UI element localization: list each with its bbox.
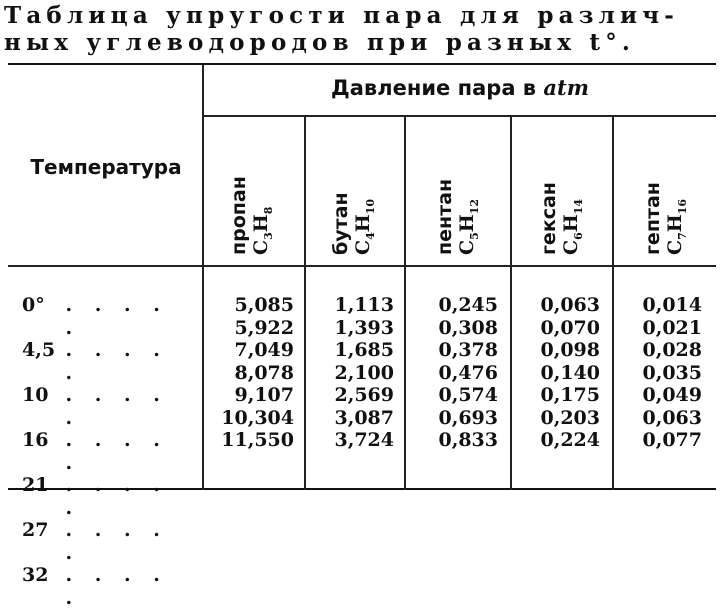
table-cell: 0,063 xyxy=(540,294,600,316)
table-cell: 11,550 xyxy=(221,429,294,451)
table-cell: 0,693 xyxy=(438,406,498,429)
pentane-values xyxy=(406,294,498,452)
column-name: пентан xyxy=(434,178,456,255)
table-cell: 1,685 xyxy=(334,339,394,361)
divider-group-header xyxy=(204,115,716,117)
table-cell: 0,175 xyxy=(540,384,600,406)
table-cell: 7,049 xyxy=(234,339,294,361)
table-cell: 0,378 xyxy=(438,339,498,361)
column-header-heptane xyxy=(642,182,694,255)
divider-header-body xyxy=(8,265,716,267)
table-cell: 1,393 xyxy=(334,316,394,339)
temperature-value: 0° xyxy=(22,294,45,316)
column-header-propane xyxy=(228,176,280,255)
temperature-value: 21 xyxy=(22,474,49,496)
temperature-value: 4,5 xyxy=(22,339,56,361)
table-cell: 0,014 xyxy=(642,294,702,316)
hexane-values xyxy=(512,294,600,452)
table-row xyxy=(22,339,190,384)
table-cell: 0,140 xyxy=(540,361,600,384)
table-cell: 0,574 xyxy=(438,384,498,406)
column-name: гексан xyxy=(538,182,560,255)
table-cell: 9,107 xyxy=(234,384,294,406)
column-name: гептан xyxy=(642,182,664,255)
leader-dots: . . . . . xyxy=(65,564,168,609)
title-line-2: ных углеводородов при разных t°. xyxy=(4,29,636,56)
leader-dots: . . . . . xyxy=(65,429,168,474)
column-name: пропан xyxy=(228,176,250,255)
leader-dots: . . . . . xyxy=(65,384,168,429)
table-cell: 0,035 xyxy=(642,361,702,384)
leader-dots: . . . . . xyxy=(65,294,168,339)
group-header-pressure xyxy=(204,75,716,100)
table-cell: 3,724 xyxy=(334,429,394,451)
pressure-table xyxy=(8,63,716,609)
table-row xyxy=(22,474,190,519)
temperature-header: Температура xyxy=(30,155,182,179)
heptane-values xyxy=(614,294,702,452)
table-row xyxy=(22,294,190,339)
column-formula: $C_5H_{12}$ xyxy=(456,198,481,255)
table-cell: 0,028 xyxy=(642,339,702,361)
table-row xyxy=(22,429,190,474)
butane-values xyxy=(306,294,394,452)
group-header-unit: atm xyxy=(543,75,589,100)
table-row xyxy=(22,564,190,609)
table-cell: 8,078 xyxy=(234,361,294,384)
table-title xyxy=(4,2,718,56)
table-cell: 0,070 xyxy=(540,316,600,339)
temperature-value: 32 xyxy=(22,564,49,586)
table-cell: 0,224 xyxy=(540,429,600,451)
table-cell: 3,087 xyxy=(334,406,394,429)
temperature-column xyxy=(22,294,190,609)
column-formula: $C_7H_{16}$ xyxy=(664,198,689,255)
leader-dots: . . . . . xyxy=(65,519,168,564)
table-row xyxy=(22,384,190,429)
table-cell: 0,063 xyxy=(642,406,702,429)
column-formula: $C_3H_8$ xyxy=(250,206,275,255)
table-cell: 5,922 xyxy=(234,316,294,339)
table-row xyxy=(22,519,190,564)
table-cell: 0,021 xyxy=(642,316,702,339)
propane-values xyxy=(204,294,294,452)
temperature-value: 16 xyxy=(22,429,49,451)
group-header-prefix: Давление пара в xyxy=(331,76,537,100)
title-line-1: Таблица упругости пара для различ- xyxy=(4,2,680,29)
temperature-value: 27 xyxy=(22,519,49,541)
table-cell: 0,077 xyxy=(642,429,702,451)
table-cell: 1,113 xyxy=(334,294,394,316)
column-header-pentane xyxy=(434,179,486,255)
table-cell: 0,098 xyxy=(540,339,600,361)
leader-dots: . . . . . xyxy=(65,339,168,384)
table-cell: 5,085 xyxy=(234,294,294,316)
table-cell: 2,100 xyxy=(334,361,394,384)
leader-dots: . . . . . xyxy=(65,474,168,519)
table-cell: 0,049 xyxy=(642,384,702,406)
table-cell: 0,245 xyxy=(438,294,498,316)
table-cell: 0,203 xyxy=(540,406,600,429)
column-formula: $C_4H_{10}$ xyxy=(352,198,377,255)
column-header-butane xyxy=(330,192,382,255)
table-cell: 2,569 xyxy=(334,384,394,406)
table-cell: 0,476 xyxy=(438,361,498,384)
temperature-value: 10 xyxy=(22,384,49,406)
table-cell: 0,308 xyxy=(438,316,498,339)
table-cell: 0,833 xyxy=(438,429,498,451)
table-cell: 10,304 xyxy=(221,406,294,429)
column-formula: $C_6H_{14}$ xyxy=(560,198,585,255)
column-name: бутан xyxy=(330,192,352,255)
column-header-hexane xyxy=(538,182,590,255)
